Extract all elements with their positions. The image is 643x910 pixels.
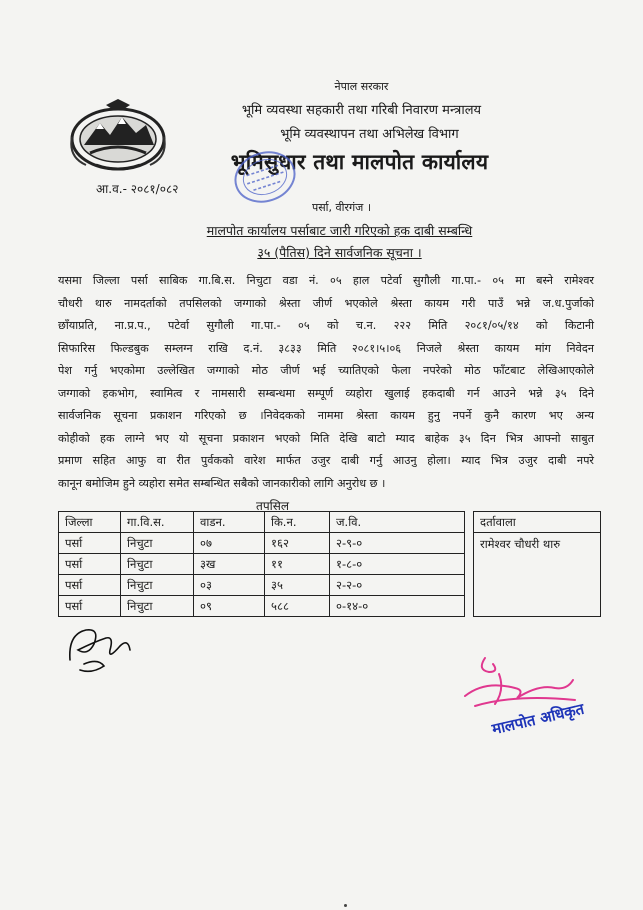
cell-district: पर्सा: [59, 554, 121, 575]
table-spacer: [465, 575, 474, 596]
cell-vdc: निचुटा: [121, 596, 194, 617]
notice-line: सिफारिस फिल्डबुक सम्लग्न राखि द.नं. ३८३३ मिति २०८१।५।०६ निजले श्रेस्ता कायम मांग निवेदन: [58, 341, 594, 355]
table-spacer: [465, 596, 474, 617]
table-spacer: [465, 554, 474, 575]
notice-line: कोहीको हक लाग्ने भए यो सूचना प्रकाशन भएको मिति देखि बाटो म्याद बाहेक ३५ दिन भित्र आफ्नो साबुत: [58, 431, 594, 445]
page-mark: [344, 904, 347, 907]
cell-plot-no: १६२: [265, 533, 330, 554]
cell-area: २-२-०: [330, 575, 465, 596]
table-row: [59, 533, 601, 554]
table-header-row: [59, 512, 601, 533]
notice-line: यसमा जिल्ला पर्सा साबिक गा.बि.स. निचुटा वडा नं. ०५ हाल पटेर्वा सुगौली गा.पा.- ०५ मा बस्ने रामेश्वर: [58, 274, 594, 287]
cell-district: पर्सा: [59, 596, 121, 617]
header-owner: दर्तावाला: [474, 512, 601, 533]
office-round-stamp: [232, 148, 298, 206]
office-name: भूमिसुधार तथा मालपोत कार्यालय: [230, 150, 489, 174]
government-name: नेपाल सरकार: [334, 80, 389, 93]
cell-plot-no: ३५: [265, 575, 330, 596]
header-area: ज.वि.: [330, 512, 465, 533]
table-caption: तपसिल: [256, 499, 290, 513]
cell-district: पर्सा: [59, 575, 121, 596]
cell-owner: रामेश्वर चौधरी थारु: [474, 533, 601, 617]
cell-vdc: निचुटा: [121, 554, 194, 575]
notice-line: पेश गर्नु भएकोमा उल्लेखित जग्गाको मोठ जीर्ण भई च्यातिएको फेला नपरेको मोठ फाँटबाट लेखिआएकोले: [58, 364, 594, 377]
signature-left: [64, 620, 136, 676]
notice-line: छाँयाप्रति, ना.प्र.प., पटेर्वा सुगौली गा.पा.- ०५ को च.न. २२२ मिति २०८१/०५/१४ को किटानी: [58, 319, 594, 332]
ministry-name: भूमि व्यवस्था सहकारी तथा गरिबी निवारण मन्त्रालय: [241, 103, 482, 118]
notice-line: चौधरी थारु नामदर्ताको तपसिलको जग्गाको श्रेस्ता जीर्ण भएकोले श्रेस्ता कायम गरी पाउँ भन्ने ज.ध.पुर्जाको: [58, 296, 594, 310]
department-name: भूमि व्यवस्थापन तथा अभिलेख विभाग: [280, 127, 459, 142]
header-ward: वाडन.: [194, 512, 265, 533]
table-spacer: [465, 533, 474, 554]
header-plot-no: कि.न.: [265, 512, 330, 533]
officer-seal-stamp: मालपोत अधिकृत: [490, 699, 586, 739]
cell-area: २-९-०: [330, 533, 465, 554]
cell-vdc: निचुटा: [121, 533, 194, 554]
cell-ward: ३ख: [194, 554, 265, 575]
cell-plot-no: ५८८: [265, 596, 330, 617]
cell-area: १-८-०: [330, 554, 465, 575]
fiscal-year: आ.व.- २०८१/०८२: [96, 182, 179, 196]
cell-ward: ०३: [194, 575, 265, 596]
cell-plot-no: ११: [265, 554, 330, 575]
cell-vdc: निचुटा: [121, 575, 194, 596]
notice-line: सार्वजनिक सूचना प्रकाशन गरिएको छ ।निवेदकको नाममा श्रेस्ता कायम हुनु नपर्ने कुनै कारण भए अन्य: [58, 409, 594, 422]
table-spacer: [465, 512, 474, 533]
notice-title: मालपोत कार्यालय पर्साबाट जारी गरिएको हक दाबी सम्बन्धि: [206, 223, 473, 238]
notice-line: जग्गाको हकभोग, स्वामित्व र नामसारी सम्बन्धमा सम्पूर्ण व्यहोरा खुलाई हकदाबी गर्न आउने भन्ने ३५ दिने: [58, 386, 594, 400]
notice-line: कानून बमोजिम हुने व्यहोरा समेत सम्बन्धित सबैको जानकारीको लागि अनुरोध छ ।: [58, 476, 386, 490]
land-details-table: [58, 511, 601, 617]
office-location: पर्सा, वीरगंज ।: [312, 201, 372, 214]
header-district: जिल्ला: [59, 512, 121, 533]
cell-area: ०-१४-०: [330, 596, 465, 617]
cell-ward: ०९: [194, 596, 265, 617]
header-vdc: गा.वि.स.: [121, 512, 194, 533]
notice-line: प्रमाण सहित आफु वा रीत पुर्वकको वारेश मार्फत उजुर दाबी गर्नु आउनु होला। म्याद भित्र उजुर दाबी नपरे: [58, 454, 594, 467]
notice-subtitle: ३५ (पैतिस) दिने सार्वजनिक सूचना ।: [257, 245, 422, 260]
cell-ward: ०७: [194, 533, 265, 554]
cell-district: पर्सा: [59, 533, 121, 554]
notice-body: [58, 270, 594, 495]
